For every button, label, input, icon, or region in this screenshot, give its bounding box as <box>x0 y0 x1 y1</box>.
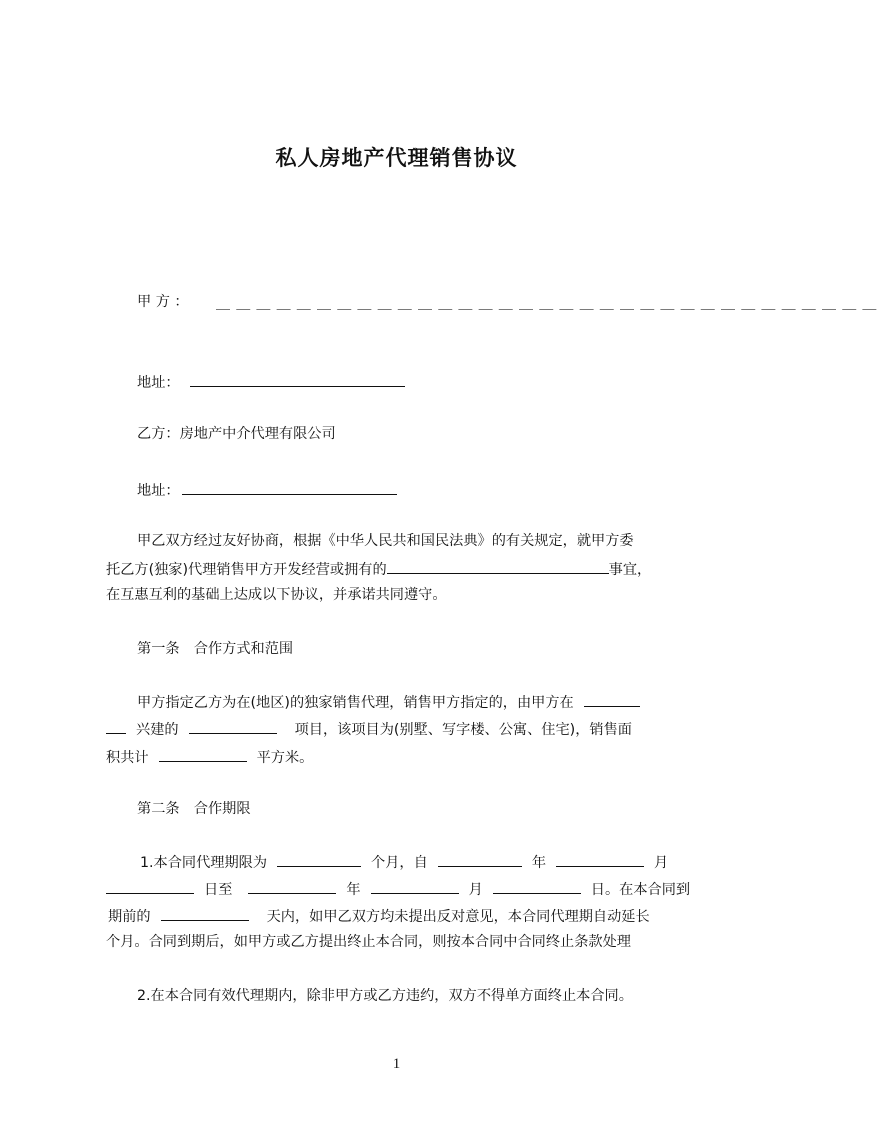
article-1-line-2-text-b: 项目，该项目为(别墅、写字楼、公寓、住宅)，销售面 <box>294 722 632 738</box>
address-a-row <box>137 371 405 393</box>
article-2-p1-line-4: 个月。合同到期后，如甲方或乙方提出终止本合同，则按本合同中合同终止条款处理 <box>106 934 631 950</box>
article-2-p2: 2.在本合同有效代理期内，除非甲方或乙方违约，双方不得单方面终止本合同。 <box>137 988 633 1004</box>
party-a-label: 甲 方 ： <box>137 294 189 310</box>
intro-line-2-text-b: 事宜， <box>608 562 652 578</box>
article-1-heading: 第一条 合作方式和范围 <box>137 641 294 657</box>
article-2-heading: 第二条 合作期限 <box>137 801 251 817</box>
article-1-location-blank-a <box>584 691 640 707</box>
address-a-label: 地址： <box>137 375 180 391</box>
notice-days-blank <box>161 905 249 921</box>
article-2-p1-line-2-text-d: 日。在本合同到 <box>590 882 691 898</box>
end-year-blank <box>248 878 336 894</box>
intro-line-1: 甲乙双方经过友好协商，根据《中华人民共和国民法典》的有关规定，就甲方委 <box>137 533 634 549</box>
article-2-p1-line-1 <box>140 851 668 873</box>
article-1-line-1 <box>137 691 640 713</box>
article-1-line-3 <box>106 746 313 768</box>
article-1-location-blank-b <box>106 718 126 734</box>
article-1-line-2-text-a: 兴建的 <box>136 722 179 738</box>
intro-line-3: 在互惠互利的基础上达成以下协议，并承诺共同遵守。 <box>106 587 447 603</box>
article-2-p1-line-1-text-b: 个月，自 <box>371 855 428 871</box>
article-2-p1-line-1-text-a: 1.本合同代理期限为 <box>140 855 268 871</box>
article-1-line-3-text-a: 积共计 <box>106 750 149 766</box>
article-2-p1-line-3 <box>108 905 650 927</box>
article-2-p1-line-2-text-b: 年 <box>346 882 361 898</box>
document-title: 私人房地产代理销售协议 <box>275 146 518 170</box>
term-months-blank <box>277 851 361 867</box>
article-2-p1-line-3-text-a: 期前的 <box>108 909 151 925</box>
article-1-line-1-text: 甲方指定乙方为在(地区)的独家销售代理，销售甲方指定的，由甲方在 <box>137 695 574 711</box>
article-1-line-3-text-b: 平方米。 <box>256 750 314 766</box>
page-number: 1 <box>392 1056 401 1072</box>
article-2-p1-line-2-text-a: 日至 <box>204 882 233 898</box>
intro-line-2-text-a: 托乙方(独家)代理销售甲方开发经营或拥有的 <box>106 562 387 578</box>
article-1-builder-blank <box>189 718 277 734</box>
start-day-blank <box>106 878 194 894</box>
start-month-blank <box>556 851 644 867</box>
article-1-area-blank <box>159 746 247 762</box>
address-a-blank <box>190 371 405 387</box>
article-2-p1-line-1-text-c: 年 <box>531 855 547 871</box>
address-b-blank <box>182 479 397 495</box>
intro-line-2 <box>106 558 651 580</box>
start-year-blank <box>438 851 522 867</box>
article-2-p1-line-3-text-b: 天内，如甲乙双方均未提出反对意见，本合同代理期自动延长 <box>266 909 650 925</box>
article-2-p1-line-1-text-d: 月 <box>654 855 669 871</box>
article-2-p1-line-2 <box>106 878 690 900</box>
end-month-blank <box>371 878 459 894</box>
party-a-blank: ＿＿＿＿＿＿＿＿＿＿＿＿＿＿＿＿＿＿＿＿＿＿＿＿＿＿＿＿＿＿＿＿＿ <box>216 296 883 312</box>
article-2-p1-line-2-text-c: 月 <box>468 882 483 898</box>
address-b-row <box>137 479 397 501</box>
article-1-line-2 <box>106 718 632 740</box>
intro-project-blank <box>387 558 609 574</box>
end-day-blank <box>493 878 581 894</box>
address-b-label: 地址： <box>137 483 180 499</box>
party-b-line: 乙方：房地产中介代理有限公司 <box>137 426 336 442</box>
